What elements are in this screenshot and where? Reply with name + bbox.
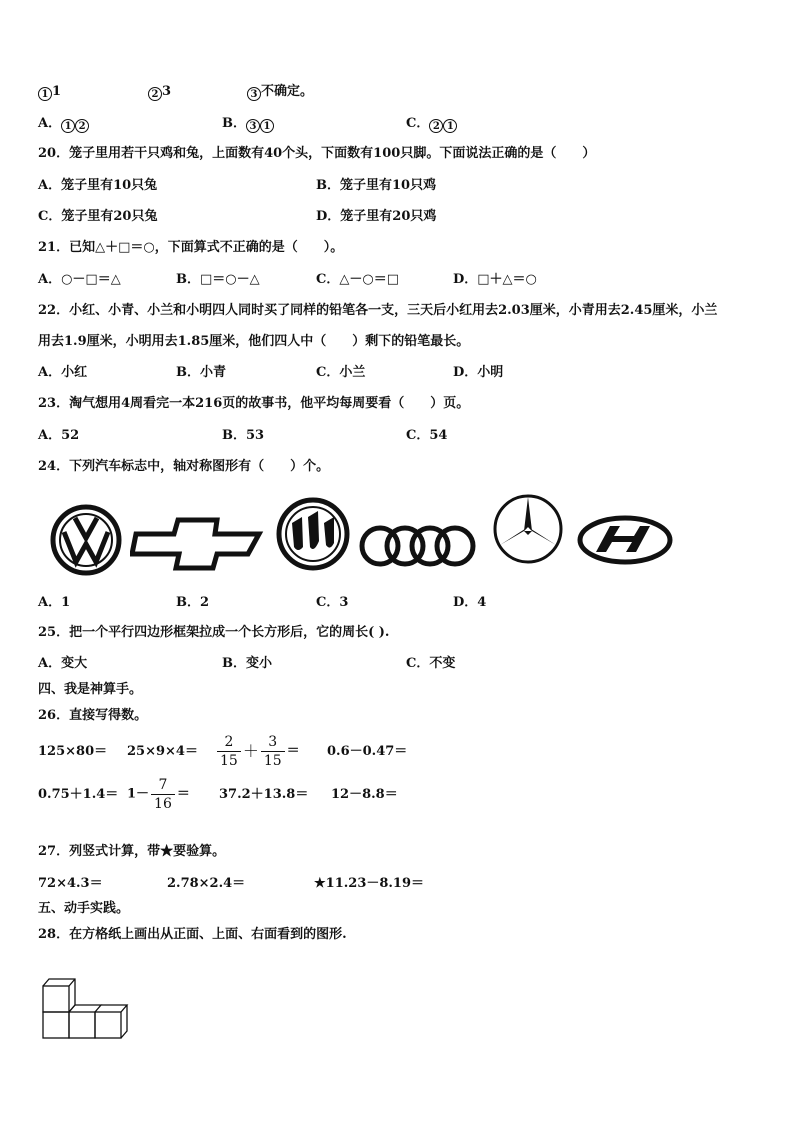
circled-number: 1 (443, 119, 457, 133)
q27-item-1: 72×4.3＝ (38, 876, 103, 891)
q26-item-8: 12－8.8＝ (331, 787, 398, 802)
q27-item-2: 2.78×2.4＝ (167, 876, 246, 891)
fraction: $\frac{3}{15}$ (261, 733, 285, 770)
circled-number: 3 (246, 119, 260, 133)
q19-option-a[interactable]: A． 1 2 (38, 115, 89, 133)
q26-item-2: 25×9×4＝ (127, 744, 198, 759)
section-heading-5: 五、动手实践。 (38, 901, 130, 916)
q22-stem-line1: 22．小红、小青、小兰和小明四人同时买了同样的铅笔各一支，三天后小红用去2.03厘米，小青用去2.45厘米，小兰 (38, 303, 718, 318)
q26-stem: 26．直接写得数。 (38, 708, 148, 723)
q25-option-c[interactable]: C．不变 (406, 656, 456, 671)
q21-stem: 21．已知△＋□＝○，下面算式不正确的是（ ）。 (38, 240, 344, 255)
circled-number: 1 (260, 119, 274, 133)
q26-item-1: 125×80＝ (38, 744, 108, 759)
q26-item-7: 37.2＋13.8＝ (219, 787, 309, 802)
fraction: $\frac{2}{15}$ (217, 733, 241, 770)
q20-option-d[interactable]: D．笼子里有20只鸡 (316, 209, 437, 224)
q22-option-b[interactable]: B．小青 (176, 365, 226, 380)
q20-stem: 20．笼子里用若干只鸡和兔，上面数有40个头，下面数有100只脚。下面说法正确的是（ ） (38, 146, 596, 161)
q22-stem-line2: 用去1.9厘米，小明用去1.85厘米，他们四人中（ ）剩下的铅笔最长。 (38, 334, 470, 349)
q26-item-6: 1－ $\frac{7}{16}$ ＝ (127, 777, 190, 812)
q20-option-b[interactable]: B．笼子里有10只鸡 (316, 178, 437, 193)
q26-item-4: 0.6－0.47＝ (327, 744, 408, 759)
q22-option-d[interactable]: D．小明 (453, 365, 504, 380)
cube-stack-figure (38, 974, 134, 1042)
q20-option-c[interactable]: C．笼子里有20只兔 (38, 209, 158, 224)
q22-option-a[interactable]: A．小红 (38, 365, 88, 380)
q19-item-3: 3 不确定。 (247, 83, 313, 101)
q24-option-d[interactable]: D．4 (453, 595, 487, 610)
audi-logo (358, 523, 476, 569)
q24-option-b[interactable]: B．2 (176, 595, 210, 610)
section-heading-4: 四、我是神算手。 (38, 682, 143, 697)
mercedes-logo (492, 493, 564, 565)
q19-item-2: 2 3 (148, 83, 171, 101)
q28-stem: 28．在方格纸上画出从正面、上面、右面看到的图形. (38, 927, 347, 942)
circled-number: 2 (148, 87, 162, 101)
q20-option-a[interactable]: A．笼子里有10只兔 (38, 178, 158, 193)
hyundai-logo (576, 514, 674, 566)
q26-item-5: 0.75＋1.4＝ (38, 787, 119, 802)
q19-item-1: 1 1 (38, 83, 61, 101)
q21-option-a[interactable]: A．○－□＝△ (38, 272, 121, 287)
q25-option-a[interactable]: A．变大 (38, 656, 88, 671)
circled-number: 3 (247, 87, 261, 101)
circled-number: 2 (75, 119, 89, 133)
q24-option-c[interactable]: C．3 (316, 595, 349, 610)
q21-option-d[interactable]: D．□＋△＝○ (453, 272, 537, 287)
q24-option-a[interactable]: A．1 (38, 595, 71, 610)
q25-option-b[interactable]: B．变小 (222, 656, 272, 671)
q25-stem: 25．把一个平行四边形框架拉成一个长方形后，它的周长( ). (38, 625, 390, 640)
q27-item-3: ★11.23－8.19＝ (314, 876, 425, 891)
chevrolet-logo (130, 516, 265, 572)
q19-option-b[interactable]: B． 3 1 (222, 115, 274, 133)
buick-logo (276, 497, 350, 571)
circled-number: 2 (429, 119, 443, 133)
fraction: $\frac{7}{16}$ (151, 776, 175, 813)
q26-item-3: $\frac{2}{15}$ ＋ $\frac{3}{15}$ ＝ (215, 733, 300, 770)
q23-stem: 23．淘气想用4周看完一本216页的故事书，他平均每周要看（ ）页。 (38, 396, 470, 411)
q24-stem: 24．下列汽车标志中，轴对称图形有（ ）个。 (38, 459, 330, 474)
circled-number: 1 (61, 119, 75, 133)
q22-option-c[interactable]: C．小兰 (316, 365, 366, 380)
q21-option-b[interactable]: B．□＝○－△ (176, 272, 260, 287)
volkswagen-logo (50, 504, 122, 576)
q21-option-c[interactable]: C．△－○＝□ (316, 272, 399, 287)
q23-option-b[interactable]: B．53 (222, 428, 265, 443)
q23-option-c[interactable]: C．54 (406, 428, 448, 443)
circled-number: 1 (38, 87, 52, 101)
q19-option-c[interactable]: C． 2 1 (406, 115, 457, 133)
q23-option-a[interactable]: A．52 (38, 428, 80, 443)
q27-stem: 27．列竖式计算，带★要验算。 (38, 844, 226, 859)
